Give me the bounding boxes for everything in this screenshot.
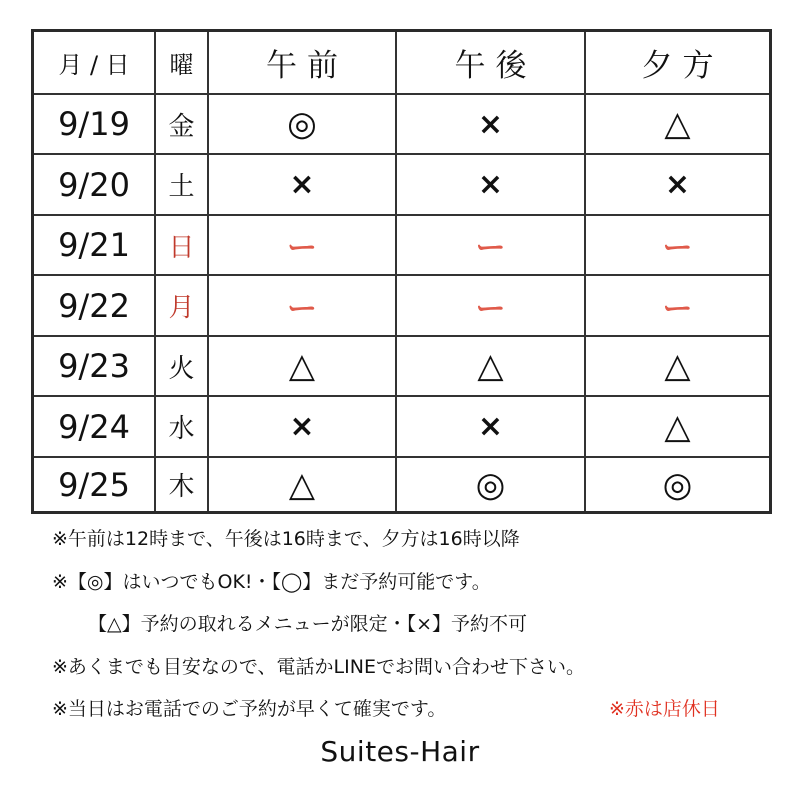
- row-date: 9/21: [58, 226, 130, 264]
- row-date: 9/22: [58, 286, 130, 325]
- slot-evening: ー: [584, 276, 769, 335]
- schedule-table: [31, 29, 772, 514]
- slot-afternoon: ー: [395, 276, 584, 335]
- slot-afternoon: ×: [395, 95, 584, 153]
- row-date: 9/20: [58, 165, 130, 204]
- table-row: [34, 153, 769, 214]
- header-weekday: 曜: [154, 32, 207, 93]
- slot-evening: △: [584, 337, 769, 395]
- slot-afternoon: ×: [395, 397, 584, 456]
- slot-morning: ×: [207, 155, 395, 214]
- slot-afternoon: △: [395, 337, 584, 395]
- note-time-ranges: ※午前は12時まで、午後は16時まで、夕方は16時以降: [52, 528, 520, 550]
- table-header-row: [34, 32, 769, 93]
- note-same-day: ※当日はお電話でのご予約が早くて確実です。: [52, 698, 447, 720]
- row-weekday: 月: [154, 276, 207, 335]
- slot-afternoon: ×: [395, 155, 584, 214]
- row-weekday: 金: [154, 95, 207, 153]
- slot-evening: △: [584, 397, 769, 456]
- row-weekday: 木: [154, 458, 207, 511]
- row-weekday: 火: [154, 337, 207, 395]
- slot-morning: △: [207, 337, 395, 395]
- closed-day-note: ※赤は店休日: [609, 698, 720, 720]
- row-weekday: 土: [154, 155, 207, 214]
- header-evening: 夕方: [584, 32, 769, 93]
- row-date: 9/19: [58, 105, 130, 143]
- row-weekday: 日: [154, 216, 207, 274]
- slot-morning: ◎: [207, 95, 395, 153]
- table-row: [34, 395, 769, 456]
- row-date: 9/23: [58, 347, 130, 385]
- shop-name: Suites-Hair: [320, 735, 480, 768]
- slot-morning: ー: [207, 216, 395, 274]
- slot-morning: ×: [207, 397, 395, 456]
- slot-morning: △: [207, 458, 395, 511]
- slot-afternoon: ー: [395, 216, 584, 274]
- slot-evening: ×: [584, 155, 769, 214]
- note-symbol-ok: ※【◎】はいつでもOK!・【◯】まだ予約可能です。: [52, 571, 491, 593]
- header-date: 月 / 日: [58, 51, 130, 79]
- table-row: [34, 335, 769, 395]
- header-afternoon: 午後: [395, 32, 584, 93]
- slot-evening: ◎: [584, 458, 769, 511]
- slot-afternoon: ◎: [395, 458, 584, 511]
- row-date: 9/24: [58, 407, 130, 446]
- row-date: 9/25: [58, 465, 130, 504]
- header-morning: 午前: [207, 32, 395, 93]
- note-contact: ※あくまでも目安なので、電話かLINEでお問い合わせ下さい。: [52, 656, 585, 678]
- table-row: [34, 456, 769, 511]
- table-row: [34, 274, 769, 335]
- row-weekday: 水: [154, 397, 207, 456]
- slot-morning: ー: [207, 276, 395, 335]
- table-row: [34, 214, 769, 274]
- slot-evening: △: [584, 95, 769, 153]
- slot-evening: ー: [584, 216, 769, 274]
- table-row: [34, 93, 769, 153]
- note-symbol-limited: 【△】予約の取れるメニューが限定・【×】予約不可: [88, 613, 528, 635]
